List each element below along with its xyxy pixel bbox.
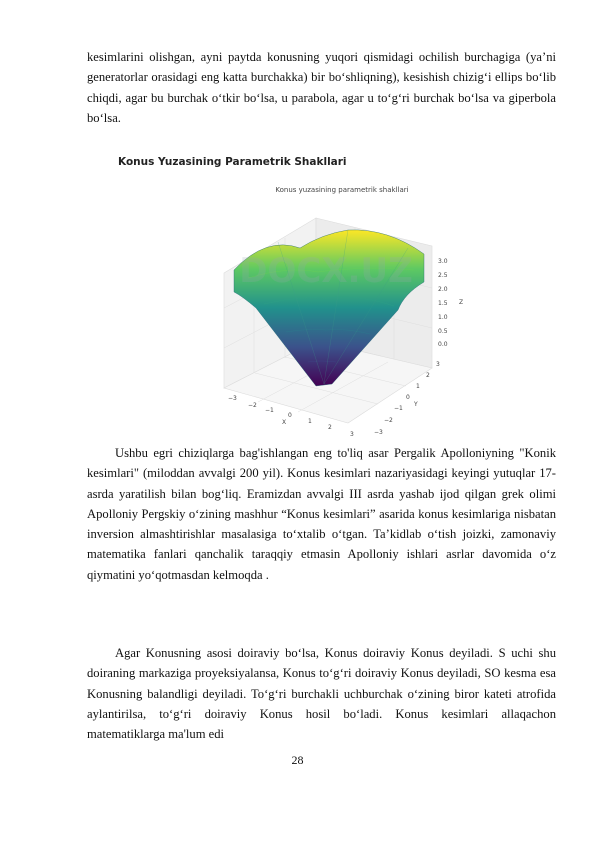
x-axis-label: X: [282, 419, 287, 426]
y-tick: 1: [416, 383, 420, 390]
z-tick: 3.0: [438, 258, 448, 265]
figure-caption: Konus Yuzasining Parametrik Shakllari: [118, 156, 347, 168]
y-tick: 2: [426, 372, 430, 379]
x-tick: −2: [248, 402, 257, 409]
y-axis-label: Y: [414, 401, 418, 408]
z-tick: 2.0: [438, 286, 448, 293]
y-tick: −3: [374, 429, 383, 436]
z-axis: [438, 258, 463, 348]
x-tick: 2: [328, 424, 332, 431]
plot-title: Konus yuzasining parametrik shakllari: [275, 186, 409, 194]
z-tick: 0.0: [438, 341, 448, 348]
y-tick: −1: [394, 405, 403, 412]
z-tick: 1.0: [438, 314, 448, 321]
z-tick: 1.5: [438, 300, 448, 307]
x-tick: 3: [350, 431, 354, 438]
paragraph-apollonius: Ushbu egri chiziqlarga bag'ishlangan eng to'liq asar Pergalik Apolloniyning "Konik kesimlari" (miloddan avvalgi 200 yil). Konus kesimlari nazariyasidagi keyingi yutuqlar 17-asrda yaratilish bilan bog‘liq. Eramizdan avvalgi III asrda yashab ijod qilgan grek olimi Apolloniy Pergskiy o‘zining mashhur “Konus kesimlari” asarida konus kesimlariga nisbatan inversion almashtirishlar masalasiga to‘xtalib o‘tgan. Ta’kidlab o‘tish joizki, zamonaviy matematika fanlari qanchalik taraqqiy etmasin Apolloniy ishlari asrlar davomida o‘z qiymatini yo‘qotmasdan kelmoqda .: [87, 446, 556, 582]
paragraph-intro: kesimlarini olishgan, ayni paytda konusning yuqori qismidagi ochilish burchagiga (ya’ni generatorlar orasidagi eng katta burchakka) bir bo‘shliqning), kesishish chizig‘i ellips bo‘lib chiqdi, agar bu burchak o‘tkir bo‘lsa, u parabola, agar u to‘g‘ri burchak bo‘lsa va giperbola bo‘lsa.: [87, 50, 556, 125]
x-tick: 1: [308, 418, 312, 425]
z-tick: 2.5: [438, 272, 448, 279]
x-tick: 0: [288, 412, 292, 419]
z-tick: 0.5: [438, 328, 448, 335]
paragraph-cone-definition: Agar Konusning asosi doiraviy bo‘lsa, Konus doiraviy Konus deyiladi. S uchi shu doiraning markaziga proyeksiyalansa, Konus to‘g‘ri doiraviy Konus deyiladi, SO kesma esa Konusning balandligi deyiladi. To‘g‘ri burchakli uchburchak o‘zining biror kateti atrofida aylantirilsa, to‘g‘ri doiraviy Konus hosil bo‘ladi. Konus kesimlari allaqachon matematiklarga ma'lum edi: [87, 646, 556, 742]
y-tick: −2: [384, 417, 393, 424]
y-tick: 0: [406, 394, 410, 401]
cone-surface-plot: [218, 178, 466, 440]
page-number: 28: [291, 753, 304, 767]
x-tick: −1: [265, 407, 274, 414]
z-axis-label: Z: [459, 299, 464, 306]
x-tick: −3: [228, 395, 237, 402]
watermark-text: DOCX.UZ: [239, 251, 413, 291]
y-tick: 3: [436, 361, 440, 368]
